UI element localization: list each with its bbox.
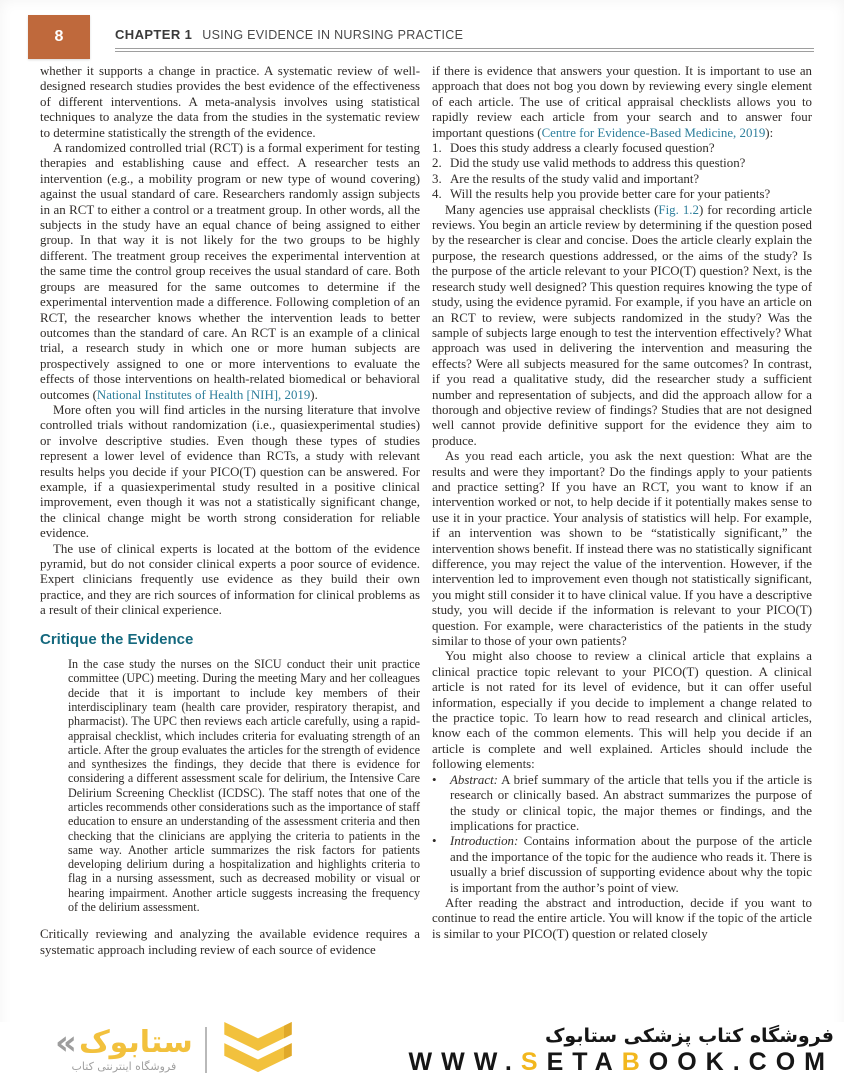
list-item-text bbox=[450, 187, 812, 202]
paragraph bbox=[40, 542, 420, 619]
list-item-text bbox=[450, 773, 812, 835]
text-run: Will the results help you provide better care for your patients? bbox=[450, 187, 771, 202]
text-run: ): bbox=[765, 125, 774, 140]
case-study-block bbox=[68, 657, 420, 914]
text-run: Contains information about the purpose of the article and the importance of the topic for the audience who reads it. There is usually a brief discussion of supporting evidence about why the topic is important from the author’s point of view. bbox=[450, 834, 812, 895]
citation-link[interactable]: Centre for Evidence-Based Medicine, 2019 bbox=[541, 125, 766, 140]
right-intro-paragraph bbox=[432, 64, 812, 141]
text-run: B bbox=[621, 1048, 649, 1076]
text-run: Abstract: bbox=[450, 772, 498, 787]
list-item-text bbox=[450, 156, 812, 171]
text-run: S bbox=[520, 1048, 547, 1076]
paragraph bbox=[432, 896, 812, 942]
bullet-item bbox=[432, 773, 812, 835]
chapter-label: CHAPTER 1 bbox=[115, 27, 193, 42]
citation-link[interactable]: National Institutes of Health [NIH], 2019 bbox=[96, 387, 311, 402]
page-number-box bbox=[28, 15, 90, 59]
text-run: ). bbox=[310, 387, 318, 402]
text-run: You might also choose to review a clinical article that explains a clinical practice topic relevant to your PICO(T) question. A clinical article is not rated for its level of evidence, but it can offer useful information, especially if you decide to implement a change related to the practice topic. To learn how to read research and clinical articles, know each of the common elements. This will help you decide if an article is complete and well explained. Articles should include the following elements: bbox=[432, 649, 812, 772]
text-run: WWW. bbox=[408, 1048, 521, 1076]
watermark-footer bbox=[0, 1022, 844, 1080]
paragraph bbox=[432, 64, 812, 141]
text-run: ) for recording article reviews. You begin an article review by determining if the question posed by the researcher is clear and concise. Does the article clearly explain the purpose, the research questions addressed, or the aims of the study? Is the purpose of the article relevant to your PICO(T) question? Next, is the research study well designed? This question requires knowing the type of study, using the evidence pyramid. For example, if you have an article on an RCT to review, were subjects randomized in the study? Was the sample of subjects large enough to test the intervention effectively? What approach was used in delivering the intervention and measuring the effects? Were all subjects measured for the same outcomes? In contrast, if you read a qualitative study, did the researcher study a sufficient number and representation of subjects, and did the approach allow for a thorough and objective review of findings? Studies that are not designed well cannot provide definitive support for the evidence they aim to produce. bbox=[432, 202, 812, 448]
chapter-rule bbox=[115, 27, 814, 52]
numbered-item bbox=[432, 156, 812, 171]
paragraph bbox=[40, 403, 420, 542]
paragraph bbox=[432, 449, 812, 649]
left-paragraphs bbox=[40, 64, 420, 619]
text-columns bbox=[40, 64, 812, 1004]
list-marker: • bbox=[432, 772, 437, 787]
list-marker: 3. bbox=[432, 171, 442, 186]
bullet-item bbox=[432, 834, 812, 896]
list-marker: 2. bbox=[432, 156, 442, 171]
list-item-text bbox=[450, 834, 812, 896]
text-run: Critically reviewing and analyzing the available evidence requires a systematic approach including review of each source of evidence bbox=[40, 927, 420, 957]
text-run: if there is evidence that answers your question. It is important to use an approach that does not bog you down by reviewing every single element of each article. The use of critical appraisal checklists allows you to rapidly review each article from your search and to answer four important questions ( bbox=[432, 64, 812, 140]
text-run: Did the study use valid methods to address this question? bbox=[450, 156, 746, 171]
text-run: More often you will find articles in the nursing literature that involve controlled trials without randomization (i.e., quasiexperimental studies) or involve descriptive studies. Even though these types of studies represent a lower level of evidence than RCTs, a study with relevant results helps you decide if your PICO(T) question can be answered. For example, if a quasiexperimental study resulted in a positive clinical improvement, even though it was not a statistically significant change, the clinical change might be worth strong consideration for reliable evidence. bbox=[40, 402, 420, 541]
brand-url-link[interactable] bbox=[409, 1048, 834, 1076]
text-run: After reading the abstract and introduction, decide if you want to continue to read the entire article. You will know if the topic of the article is similar to your PICO(T) question or related closely bbox=[432, 895, 812, 941]
left-closing-paragraph bbox=[40, 927, 420, 958]
text-run: whether it supports a change in practice. A systematic review of well-designed research studies provides the best evidence of the effectiveness of different interventions. A meta-analysis involves using statistical techniques to analyze the data from the studies in the systematic review to determine statistically the strength of the evidence. bbox=[40, 64, 420, 140]
brand-subtitle: فروشگاه اینترنتی کتاب bbox=[71, 1060, 177, 1073]
page-number: 8 bbox=[54, 28, 64, 45]
text-run: A randomized controlled trial (RCT) is a formal experiment for testing therapies and establishing cause and effect. A researcher tests an intervention (e.g., a mobility program or new type of wound covering) against the usual standard of care. Researchers randomly assign subjects in an RCT to either a control or a treatment group. In other words, all the subjects in the study have an equal chance of being assigned to either group. In that way it is not likely for the two groups to be highly different. The treatment group receives the experimental intervention at the same time the control group receives the usual standard of care. Both groups are measured for the same outcomes to determine if the experimental intervention made a difference. Following completion of an RCT, the researcher knows whether the intervention leads to better outcomes than the standard of care. An RCT is an example of a clinical trial, a research study in which one or more human subjects are prospectively assigned to one or more interventions to evaluate the effects of those interventions on health-related biomedical or behavioral outcomes ( bbox=[40, 141, 420, 402]
paragraph bbox=[68, 657, 420, 914]
list-item-text bbox=[450, 141, 812, 156]
paragraph bbox=[432, 649, 812, 772]
brand-divider bbox=[205, 1027, 207, 1073]
article-elements-list bbox=[432, 773, 812, 896]
brand-tagline: فروشگاه کتاب پزشکی ستابوک bbox=[544, 1025, 834, 1047]
right-column bbox=[432, 64, 812, 1004]
text-run: Does this study address a clearly focused question? bbox=[450, 141, 715, 156]
brand-wordmark: ستابوک bbox=[78, 1025, 193, 1060]
text-run: Many agencies use appraisal checklists ( bbox=[445, 202, 659, 217]
list-marker: • bbox=[432, 834, 437, 849]
chapter-title: USING EVIDENCE IN NURSING PRACTICE bbox=[202, 28, 464, 42]
list-item-text bbox=[450, 172, 812, 187]
citation-link[interactable]: Fig. 1.2 bbox=[658, 202, 699, 217]
brand-wordmark-block bbox=[55, 1023, 193, 1073]
paragraph bbox=[432, 203, 812, 450]
paragraph bbox=[40, 64, 420, 141]
numbered-item bbox=[432, 187, 812, 202]
text-run: In the case study the nurses on the SICU conduct their unit practice committee (UPC) meeting. During the meeting Mary and her colleagues decide that it is important to include key members of their interdisciplinary team (health care provider, respiratory therapist, and pharmacist). The UPC then reviews each article carefully, using a rapid-appraisal checklist, which includes criteria for evaluating strength of an article. After the group evaluates the articles for the strength of evidence and synthesizes the findings, they decide that there is evidence for considering a different assessment scale for delirium, the Intensive Care Delirium Screening Checklist (ICDSC). The staff notes that one of the articles recommends other considerations such as the importance of staff education to ensure an understanding of the assessment criteria and then checking that the clinicians are applying the criteria to patients in the same way. Another article summarizes the risk factors for patients developing delirium during a hospitalization and highlights criteria to flag in a nursing assessment, such as decreased mobility or visual or hearing impairment. Another article suggests increasing the frequency of the delirium assessment. bbox=[68, 657, 420, 915]
numbered-item bbox=[432, 141, 812, 156]
text-run: As you read each article, you ask the next question: What are the results and were they important? Do the findings apply to your patients and practice setting? If you have an RCT, you want to know if an intervention worked or not, to help decide if it potentially makes sense to use it in your practice. Your analysis of statistics will help. For example, if an intervention was shown to be “statistically significant,” the intervention shows benefit. If instead there was no statistically significant difference, you may reject the value of the intervention. However, if the intervention led to improvement even though not statistically significant, you might still consider it to have clinical value. If you have a descriptive study, you will decide if the information is relevant to your PICO(T) question. For example, were characteristics of the patients in the study similar to those of your own patients? bbox=[432, 449, 812, 649]
list-marker: 4. bbox=[432, 187, 442, 202]
paragraph bbox=[40, 927, 420, 958]
text-run: Introduction: bbox=[450, 834, 519, 849]
text-run: Are the results of the study valid and important? bbox=[450, 171, 700, 186]
text-run: A brief summary of the article that tells you if the article is research or clinically based. An abstract summarizes the purpose of the study or clinical topic, the major themes or findings, and the implications for practice. bbox=[450, 772, 812, 833]
section-heading: Critique the Evidence bbox=[40, 630, 194, 648]
page-header bbox=[28, 15, 814, 59]
right-mid-paragraphs bbox=[432, 203, 812, 773]
right-bottom-paragraph bbox=[432, 896, 812, 942]
paragraph bbox=[40, 141, 420, 403]
brand-text-block bbox=[409, 1024, 838, 1076]
text-run: The use of clinical experts is located at the bottom of the evidence pyramid, but do not consider clinical experts a poor source of evidence. Expert clinicians frequently use evidence as they build their own practice, and they are rich sources of information for clinical problems as a result of their clinical experience. bbox=[40, 541, 420, 618]
brand-logo bbox=[55, 1022, 297, 1079]
numbered-item bbox=[432, 172, 812, 187]
chevron-emblem-icon bbox=[219, 1022, 297, 1079]
appraisal-questions-list bbox=[432, 141, 812, 203]
left-column bbox=[40, 64, 420, 1004]
guillemet-icon: « bbox=[55, 1023, 77, 1063]
text-run: OOK.COM bbox=[648, 1048, 834, 1076]
chapter-header bbox=[115, 15, 814, 52]
text-run: ETA bbox=[546, 1048, 622, 1076]
list-marker: 1. bbox=[432, 141, 442, 156]
